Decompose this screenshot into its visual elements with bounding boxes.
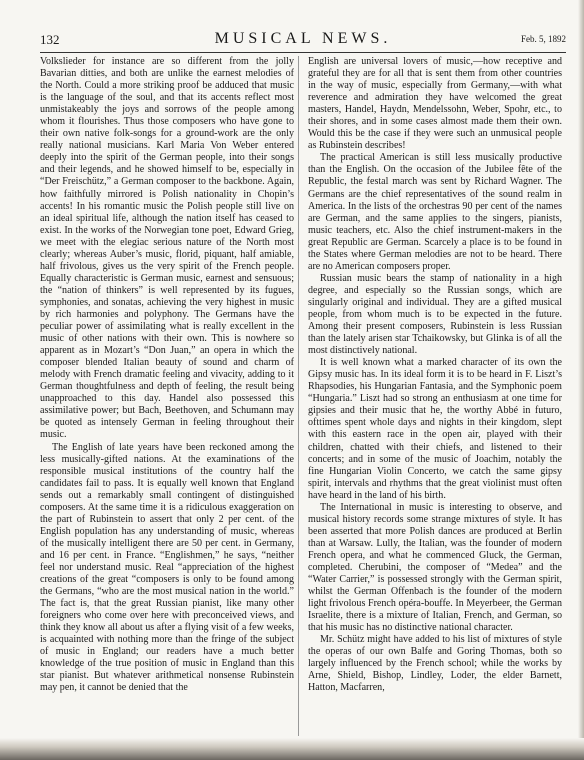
page-number: 132 (40, 32, 60, 47)
paragraph: Mr. Schütz might have added to his list of mixtures of style the operas of our own Balfe and Goring Thomas, both so largely influenced by the French school; while the works by Arne, Shield, Bishop, Lindley, Loder, the elder Barnett, Hatton, Macfarren, (308, 634, 562, 694)
paragraph: Russian music bears the stamp of nationality in a high degree, and especially so the Russian songs, which are singularly original and individual. They are a gifted musical people, from whom much is to be expected in the future. Among their present composers, Rubinstein is less Russian than the lately arisen star Tchaikowsky, but Glinka is of all the most distinctively national. (308, 272, 562, 357)
paragraph: The International in music is interesting to observe, and musical history records some strange mixtures of style. It has been asserted that more Polish dances are produced at Berlin than at Warsaw. Lully, the Italian, was the founder of modern French opera, and what he commenced Gluck, the German, completed. Cherubini, the composer of “Medea” and the “Water Carrier,” is possessed strongly with the German spirit, whilst the German Offenbach is the founder of the modern light frivolous French opéra-bouffe. In Meyerbeer, the German Israelite, there is a mixture of Italian, French, and German, so that his music has no distinctive national character. (308, 501, 562, 634)
paragraph: It is well known what a marked character of its own the Gipsy music has. In its ideal form it is to be heard in F. Liszt’s Rhapsodies, his Hungarian Fantasia, and the Symphonic poem “Hungaria.” Liszt had so strong an enthusiasm at one time for gipsies and their music that he, the worthy Abbé in futuro, ofttimes spent whole days and nights in their kingdom, slept with this eastern race in the open air, played with their children, chatted with their chiefs, and listened to their concerts; and in some of the music of Joachim, notably the fine Hungarian Violin Concerto, we catch the same gipsy spirit, intervals and rhythms that the great violinist must often have heard in the land of his birth. (308, 357, 562, 501)
page-side-edge (578, 0, 584, 760)
column-divider (298, 56, 299, 736)
page-bottom-edge (0, 738, 584, 760)
left-column (40, 56, 294, 694)
paragraph: English are universal lovers of music,—how receptive and grateful they are for all that is sent them from other countries in the way of music, especially from Germany,—with what reverence and admiration they have welcomed the great masters, Handel, Haydn, Mendelssohn, Weber, Spohr, etc., to their shores, and in some cases almost made them their own. Would this be the case if they were such an unmusical people as Rubinstein describes! (308, 56, 562, 152)
paragraph: The English of late years have been reckoned among the less musically-gifted nations. At the examinations of the responsible musical institutions of the country half the candidates fail to pass. It is equally well known that England sends out a remarkably small contingent of distinguished composers. At the same time it is a ridiculous exaggeration on the part of Rubinstein to assert that only 2 per cent. of the English population has any understanding of music, whereas of the musically intelligent there are 50 per cent. in Germany, and 16 per cent. in France. “Englishmen,” he says, “neither feel nor understand music. Real “appreciation of the highest creations of the great “composers is only to be found among the Germans, “who are the most musical nation in the world.” The fact is, that the great Russian pianist, like many other foreigners who come over here with preconceived views, and think they know all about us after a flying visit of a few weeks, is acquainted with nothing more than the fringe of the subject of music in England; our readers have a much better knowledge of the true position of music in England than this star pianist. But whatever arithmetical nonsense Rubinstein may pen, it cannot be denied that the (40, 441, 294, 694)
issue-date: Feb. 5, 1892 (521, 34, 566, 44)
paragraph: Volkslieder for instance are so different from the jolly Bavarian ditties, and both are unlike the earnest melodies of the North. Could a more striking proof be adduced that music is the language of the soul, and that its accents reflect most unmistakeably the joys and sorrows of the people among whom it flourishes. Thus those composers who have gone to their own native folk-songs for a ground-work are the only really national musicians. Karl Maria Von Weber entered deeply into the spirit of the German people, into their songs and their legends, and he showed himself to be, especially in “Der Freischütz,” a German composer to the backbone. Again, how faithfully mirrored is Polish nationality in Chopin’s accents! In his romantic music the Polish people still live on an ideal spiritual life, although the nation itself has ceased to exist. In the works of the Norwegian tone poet, Edward Grieg, we meet with the elegiac serious nature of the North most clearly; whereas Auber’s music, florid, piquant, half amiable, half frivolous, gives us the very spirit of the French people. Equally characteristic is German music, earnest and sensuous; the “nation of thinkers” is well represented by its fugues, symphonies, and sonatas, achieving the very highest in music by rich harmonies and polyphony. The Germans have the peculiar power of assimilating what is really excellent in the music of other nations with their own. This is nowhere so apparent as in Mozart’s “Don Juan,” an opera in which the composer blended Italian beauty of sound and charm of melody with French dramatic feeling and vivacity, adding to it German thoughtfulness and depth of feeling, the result being unapproached to this day. Handel also possessed this assimilative power; but Bach, Beethoven, and Schumann may be quoted as intensely German in feeling throughout their music. (40, 56, 294, 441)
publication-title: MUSICAL NEWS. (214, 30, 392, 47)
paragraph: The practical American is still less musically productive than the English. On the occasion of the Jubilee fête of the Republic, the festal march was sent by Richard Wagner. The Germans are the chief representatives of the sound realm in America. In the lists of the orchestras 90 per cent of the names are German, and the same applies to the singers, pianists, music teachers, etc. Also the chief instrument-makers in the great Republic are German. Scarcely a place is to be found in the States where German melodies are not to be heard. There are no American composers proper. (308, 152, 562, 272)
right-column (308, 56, 562, 694)
header-rule (40, 52, 566, 53)
page-header (40, 30, 566, 50)
